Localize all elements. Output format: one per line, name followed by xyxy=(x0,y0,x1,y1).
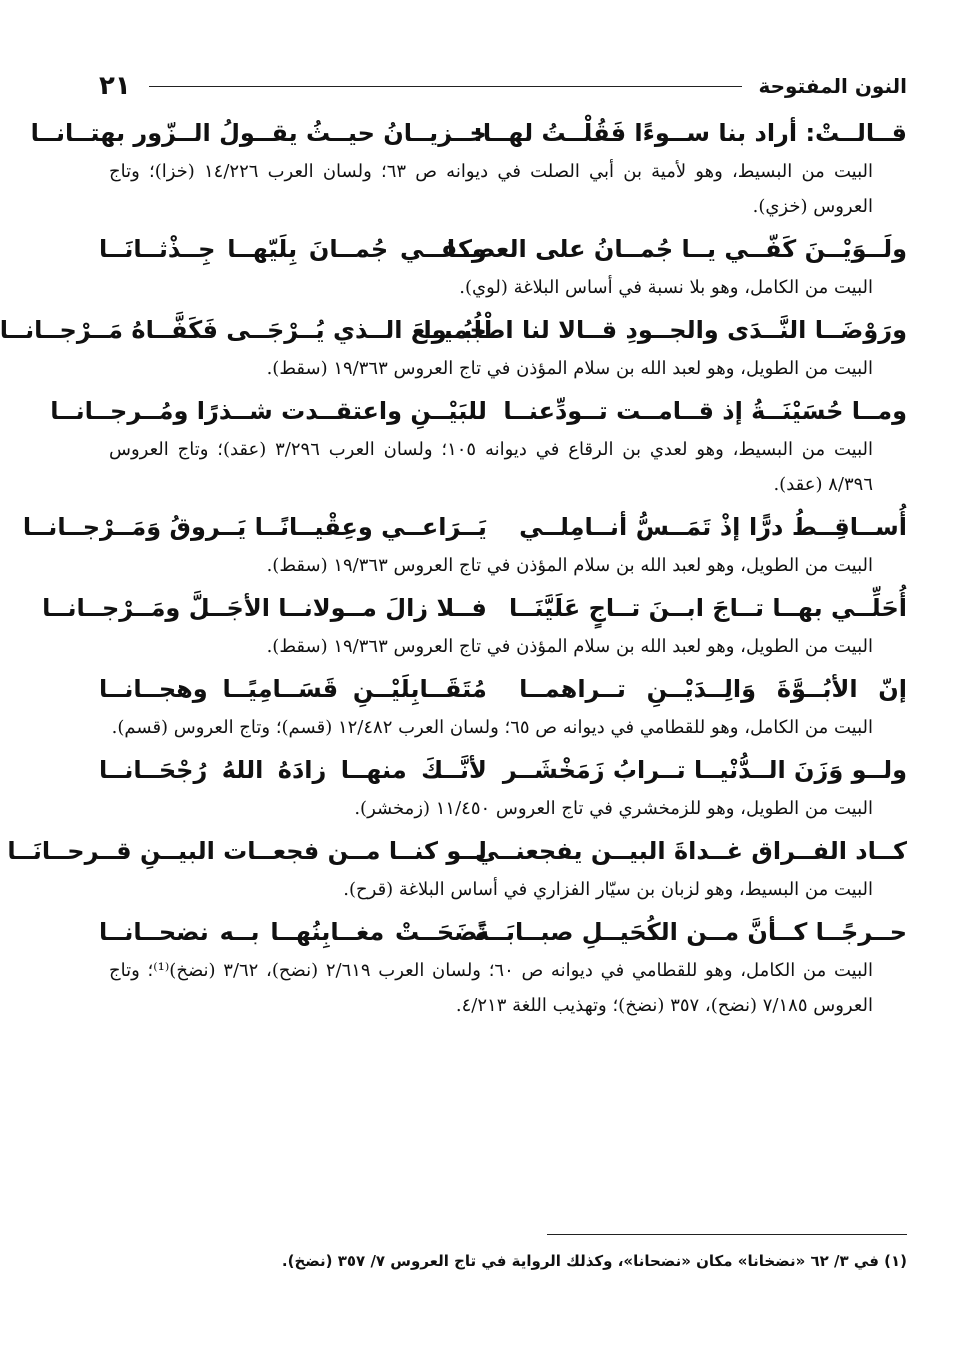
verse-entry xyxy=(99,668,907,745)
header-rule xyxy=(149,86,743,87)
verse-line xyxy=(99,228,907,270)
second-hemistich: يَــرَاعــي وعِقْيــانًــا يَــروقُ وَمَــرْجــانــا xyxy=(22,513,487,541)
verse-line xyxy=(99,668,907,710)
verse-source-note: البيت من الطويل، وهو لعبد الله بن سلام المؤذن في تاج العروس ١٩/٣٦٣ (سقط). xyxy=(266,358,873,379)
verse-line xyxy=(0,309,907,351)
verse-entry xyxy=(50,390,907,502)
verse-source-note: البيت من الكامل، وهو للقطامي في ديوانه ص ٦٠؛ ولسان العرب ٢/٦١٩ (نضح)، ٣/٦٢ (نضخ)⁽¹⁾؛ وتاج العروس ٧/١٨٥ (نضح)، ٣٥٧ (نضخ)؛ وتهذيب اللغة ٤/٢١٣. xyxy=(109,960,873,1016)
verse-entry xyxy=(30,112,907,224)
second-hemistich: نَضَحَــتْ مغــابِنُهــا بــه نضحــانــا xyxy=(99,918,487,946)
verse-source-note: البيت من البسيط، وهو لأمية بن أبي الصلت في ديوانه ص ٦٣؛ ولسان العرب ١٤/٢٢٦ (خزا)؛ وتاج العروس (خزي). xyxy=(109,161,874,217)
verse-line xyxy=(99,911,907,953)
verse-source-note: البيت من البسيط، وهو لعدي بن الرقاع في ديوانه ١٠٥؛ ولسان العرب ٣/٢٩٦ (عقد)؛ وتاج العروس ٨/٣٩٦ (عقد). xyxy=(109,439,874,495)
book-page xyxy=(0,52,907,1332)
first-hemistich: حــرجًــا كــأنَّ مــن الكُحَيــلِ صبــابَــةً xyxy=(475,918,907,946)
first-hemistich: قــالــتْ: أراد بنا ســوءًا فَقُلْــتُ لهــا: xyxy=(473,119,907,147)
verse-entry xyxy=(99,228,907,305)
second-hemistich: خــزيــانُ حيــثُ يقــولُ الــزّور بهتــانــا xyxy=(30,119,487,147)
first-hemistich: أُحَلِّــي بهــا تــاجَ ابــنَ تــاجٍ عَلَيَّنَــا xyxy=(509,594,907,622)
verse-line xyxy=(50,390,907,432)
verse-line xyxy=(30,112,907,154)
second-hemistich: جميــعَ الــذي يُــرْجَــى فَكَفَّــاهُ مَــرْجــانــا xyxy=(0,316,487,344)
second-hemistich: مُتَقَــابِلَيْــنِ قَسَــامِيًــا وهجــانــا xyxy=(99,675,487,703)
first-hemistich: كــاد الفــراق غــداةَ البيــن يفجعنــي xyxy=(474,837,907,865)
second-hemistich: فــلا زالَ مــولانــا الأجَــلَّ ومَــرْجــانــا xyxy=(42,594,487,622)
second-hemistich: وكفــي جُمــانَ بِلَيّهــا جِــذْثــانَــا xyxy=(99,235,487,263)
verse-source-note: البيت من الكامل، وهو للقطامي في ديوانه ص ٦٥؛ ولسان العرب ١٢/٤٨٢ (قسم)؛ وتاج العروس (قسم). xyxy=(111,717,873,738)
verse-source-note: البيت من الطويل، وهو لعبد الله بن سلام المؤذن في تاج العروس ١٩/٣٦٣ (سقط). xyxy=(266,555,873,576)
verse-line xyxy=(7,830,907,872)
footnote: (١) في ٣/ ٦٢ «نضخانا» مكان «نضحانا»، وكذلك الرواية في تاج العروس ٧/ ٣٥٧ (نضخ). xyxy=(281,1252,907,1270)
verse-line xyxy=(42,587,907,629)
second-hemistich: للبَيْــنِ واعتقــدت شــذرًا ومُــرجــانــا xyxy=(50,397,487,425)
running-header xyxy=(99,66,907,106)
verse-entry xyxy=(0,309,907,386)
footnote-separator xyxy=(547,1234,907,1235)
verse-source-note: البيت من الكامل، وهو بلا نسبة في أساس البلاغة (لوي). xyxy=(459,277,873,298)
verse-entries xyxy=(0,112,907,1027)
first-hemistich: ولَــوَيْــنَ كَفّــي يــا جُمــانُ على العصــا xyxy=(446,235,907,263)
second-hemistich: لأنَّــكَ منهــا زادَهُ اللهُ رُجْحَــانــا xyxy=(99,756,487,784)
verse-source-note: البيت من البسيط، وهو لزبان بن سيّار الفزاري في أساس البلاغة (قرح). xyxy=(343,879,873,900)
verse-line xyxy=(99,749,907,791)
second-hemistich: لــو كنــا مــن فجعــات البيــنِ قــرحــانَــا xyxy=(7,837,487,865)
first-hemistich: ورَوْضَــا النَّــدَى والجــودِ قــالا لنا اطْلُبُــوا xyxy=(423,316,907,344)
verse-line xyxy=(22,506,907,548)
verse-source-note: البيت من الطويل، وهو لعبد الله بن سلام المؤذن في تاج العروس ١٩/٣٦٣ (سقط). xyxy=(266,636,873,657)
first-hemistich: ومــا حُسَيْنَــةُ إذ قــامــت تــودِّعنــا xyxy=(503,397,907,425)
verse-entry xyxy=(99,749,907,826)
chapter-title: النون المفتوحة xyxy=(758,74,907,98)
verse-entry xyxy=(42,587,907,664)
verse-source-note: البيت من الطويل، وهو للزمخشري في تاج العروس ١١/٤٥٠ (زمخشر). xyxy=(354,798,873,819)
first-hemistich: أُســاقِــطُ درًّا إذْ تَمَــسُّ أنــامِلــي xyxy=(519,513,907,541)
first-hemistich: ولــو وَزَنَ الــدُّنْيــا تــرابُ زَمَخْشَــر xyxy=(502,756,907,784)
page-number: ٢١ xyxy=(99,71,131,101)
first-hemistich: إنّ الأبُــوَّةَ وَالِــدَيْــنِ تــراهمــا xyxy=(519,675,907,703)
verse-entry xyxy=(7,830,907,907)
verse-entry xyxy=(22,506,907,583)
verse-entry xyxy=(99,911,907,1023)
